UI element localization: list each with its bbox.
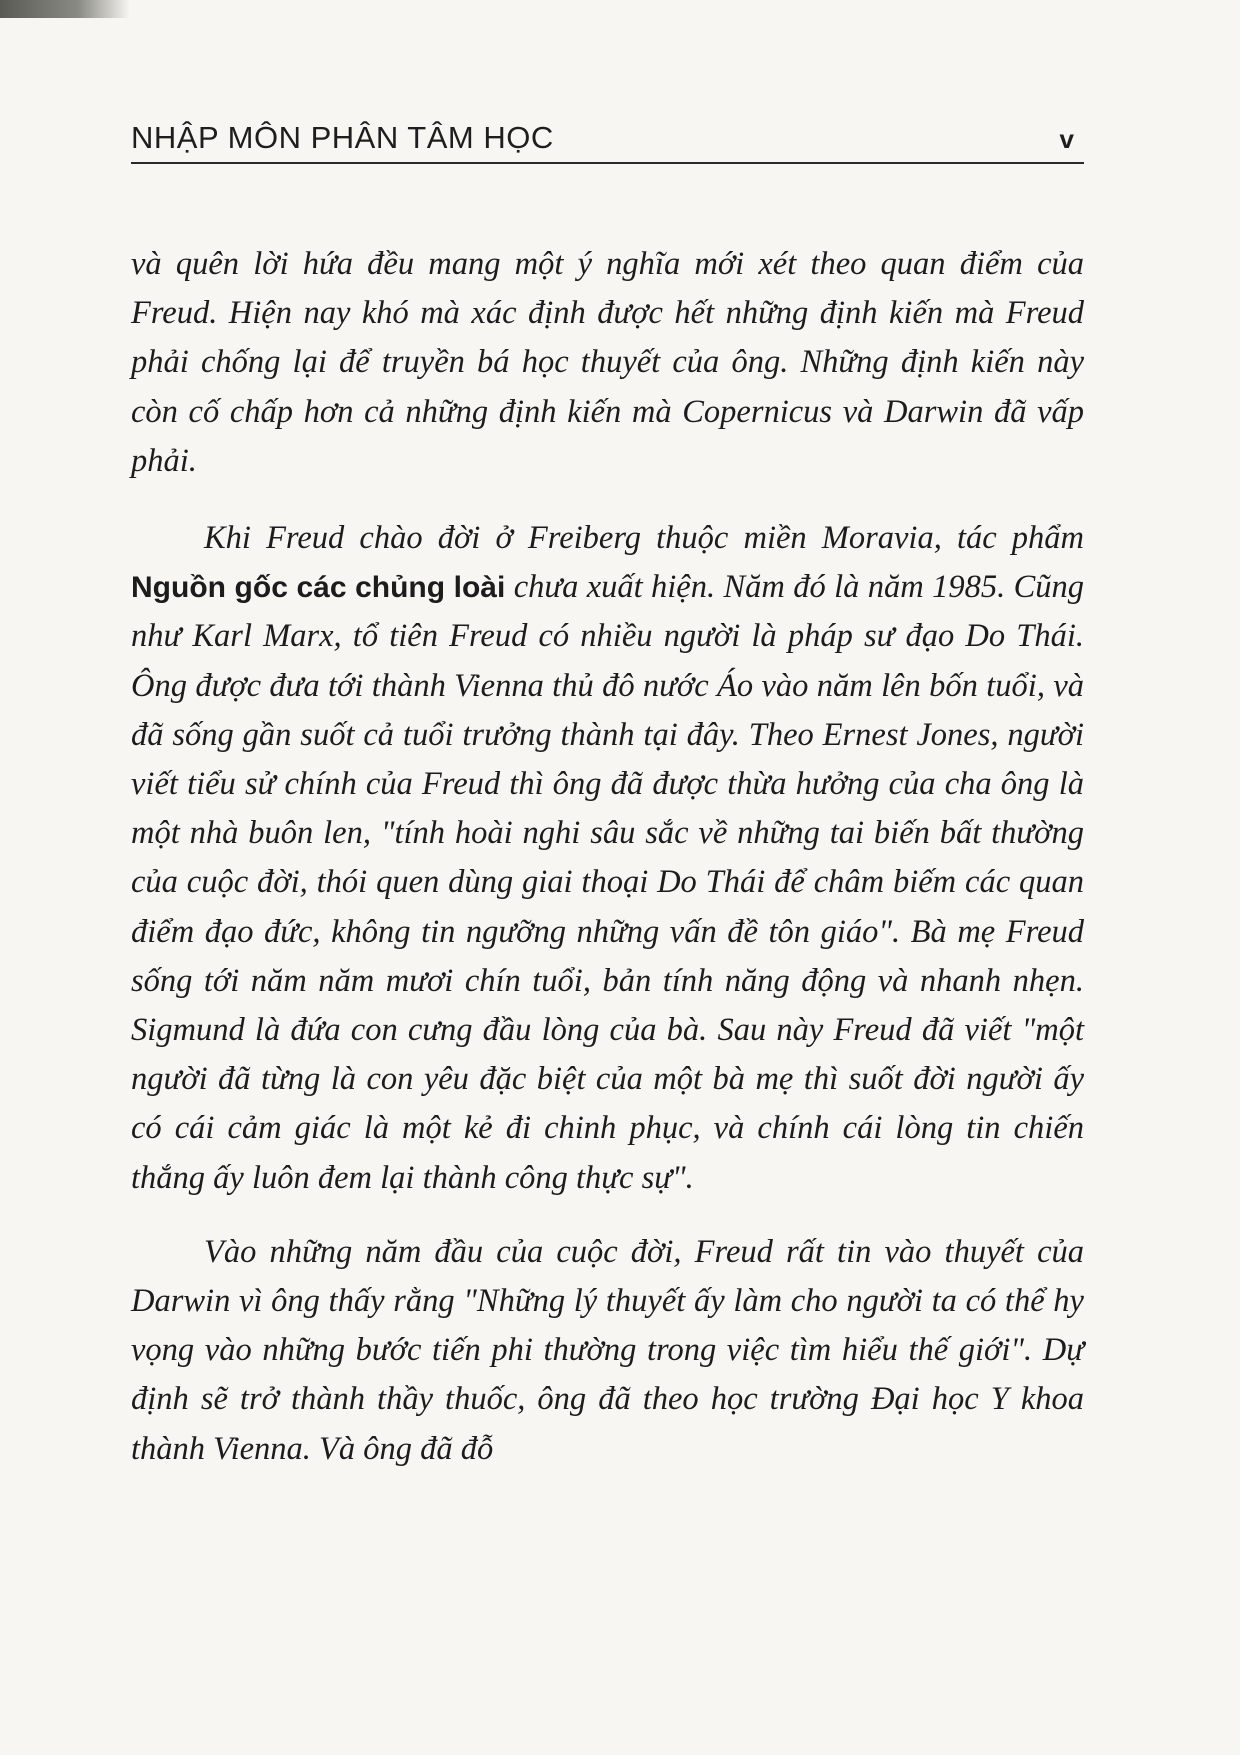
running-header bbox=[131, 118, 1084, 164]
paragraph-1: và quên lời hứa đều mang một ý nghĩa mới xét theo quan điểm của Freud. Hiện nay khó mà xác định được hết những định kiến mà Freud phải chống lại để truyền bá học thuyết của ông. Những định kiến này còn cố chấp hơn cả những định kiến mà Copernicus và Darwin đã vấp phải. bbox=[131, 246, 1084, 479]
paragraph-2 bbox=[131, 514, 1084, 1203]
paragraph-2-text-after: chưa xuất hiện. Năm đó là năm 1985. Cũng như Karl Marx, tổ tiên Freud có nhiều người là pháp sư đạo Do Thái. Ông được đưa tới thành Vienna thủ đô nước Áo vào năm lên bốn tuổi, và đã sống gần suốt cả tuổi trưởng thành tại đây. Theo Ernest Jones, người viết tiểu sử chính của Freud thì ông đã được thừa hưởng của cha ông là một nhà buôn len, "tính hoài nghi sâu sắc về những tai biến bất thường của cuộc đời, thói quen dùng giai thoại Do Thái để châm biếm các quan điểm đạo đức, không tin ngưỡng những vấn đề tôn giáo". Bà mẹ Freud sống tới năm năm mươi chín tuổi, bản tính năng động và nhanh nhẹn. Sigmund là đứa con cưng đầu lòng của bà. Sau này Freud đã viết "một người đã từng là con yêu đặc biệt của một bà mẹ thì suốt đời người ấy có cái cảm giác là một kẻ đi chinh phục, và chính cái lòng tin chiến thắng ấy luôn đem lại thành công thực sự". bbox=[131, 569, 1085, 1196]
paragraph-2-text-before: Khi Freud chào đời ở Freiberg thuộc miền Moravia, tác phẩm bbox=[204, 520, 1084, 557]
page-number: v bbox=[1059, 124, 1074, 154]
body-text bbox=[131, 240, 1084, 1474]
scan-edge-shadow bbox=[0, 0, 130, 18]
book-title-origin-of-species: Nguồn gốc các chủng loài bbox=[131, 571, 506, 605]
book-title: NHẬP MÔN PHÂN TÂM HỌC bbox=[131, 120, 554, 155]
paragraph-3: Vào những năm đầu của cuộc đời, Freud rất tin vào thuyết của Darwin vì ông thấy rằng "Những lý thuyết ấy làm cho người ta có thể hy vọng vào những bước tiến phi thường trong việc tìm hiểu thế giới". Dự định sẽ trở thành thầy thuốc, ông đã theo học trường Đại học Y khoa thành Vienna. Và ông đã đỗ bbox=[131, 1233, 1084, 1467]
